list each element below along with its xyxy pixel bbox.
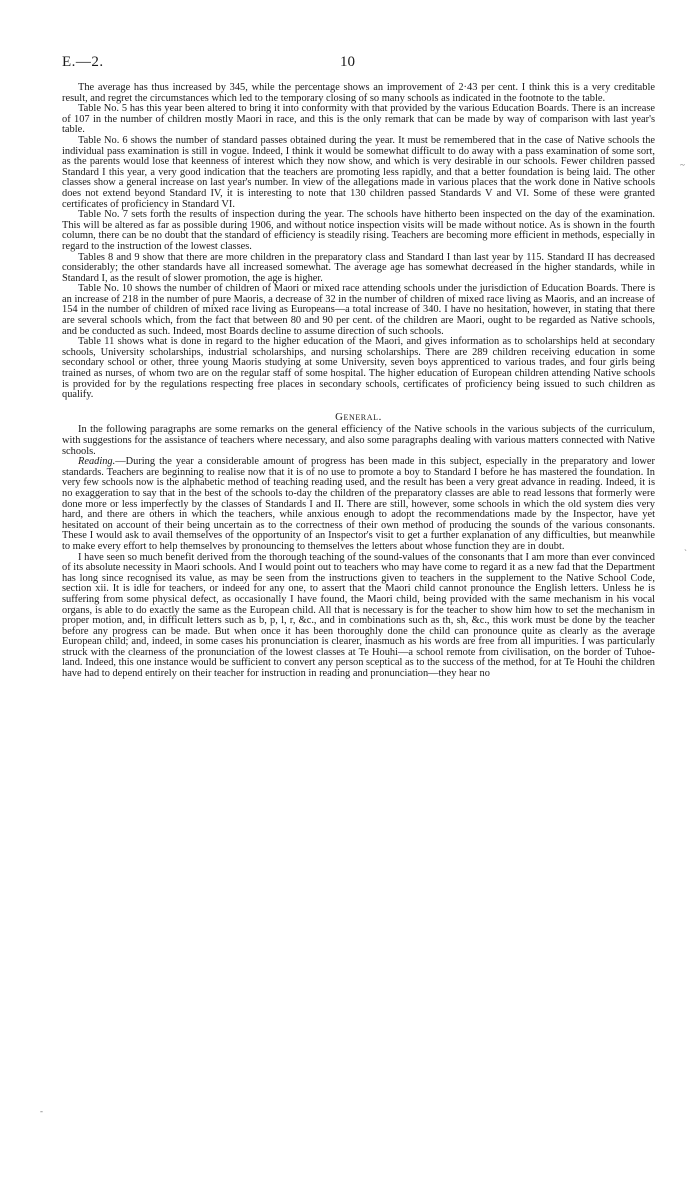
paragraph-reading [62,457,655,552]
page-header [62,54,652,74]
paragraph-tables-8-9: Tables 8 and 9 show that there are more children in the preparatory class and Standard I than last year by 115. Standard II has decreased considerably; the other standards have all increased somewhat. The average age has somewhat decreased in the higher standards, while in Standard I, as the result of slower promotion, the age is higher. [62,251,655,284]
page-body [62,83,655,680]
paragraph-average: The average has thus increased by 345, while the percentage shows an improvement of 2·43 per cent. I think this is a very creditable result, and regret the circumstances which led to the temporary closing of so many schools as indicated in the footnote to the table. [62,82,655,104]
margin-mark: ` [684,548,687,558]
paragraph-general-intro: In the following paragraphs are some remarks on the general efficiency of the Native schools in the various subjects of the curriculum, with suggestions for the assistance of teachers where necessary, and also some paragraphs dealing with various matters connected with Native schools. [62,424,655,457]
page-number: 10 [340,54,355,70]
reading-lead: Reading. [78,456,116,468]
paragraph-table-6: Table No. 6 shows the number of standard passes obtained during the year. It must be remembered that in the case of Native schools the individual pass examination is still in vogue. Indeed, I think it would be somewhat difficult to do away with a pass examination of some sort, as the parents would lose that keenness of interest which they now show, and which is very desirable in our schools. Fewer children passed Standard I this year, a very good indication that the teachers are promoting less rapidly, and that a better foundation is being laid. The other classes show a general increase on last year's number. In view of the allegations made in various places that the work done in Native schools does not extend beyond Standard IV, it is interesting to note that 130 children passed Standards V and VI. Some of these were granted certificates of proficiency in Standard VI. [62,134,655,210]
reading-text: —During the year a considerable amount of progress has been made in this subject, especially in the preparatory and lower standards. Teachers are beginning to realise now that it is of no use to promote a boy to Standard I before he has mastered the foundation. In very few schools now is the alphabetic method of teaching reading used, and the result has been a very great advance in reading. Indeed, it is no exaggeration to say that in the best of the schools to-day the children of the preparatory classes are able to read lessons that formerly were done more or less imperfectly by the classes of Standards I and II. There are still, however, some schools in which the old system dies very hard, and there are others in which the teachers, while anxious enough to adopt the recommendations made by the Inspector, have yet hesitated on account of their being uncertain as to the correctness of their own method of producing the sounds of the various consonants. These I would ask to avail themselves of the opportunity of an Inspector's visit to get a further explanation of any difficulties, but meanwhile to make every effort to help themselves by pronouncing to themselves the letters about whose function they are in doubt. [62,456,655,552]
section-heading-general: General. [335,410,382,423]
margin-mark: ~ [680,160,685,170]
paragraph-sound-values: I have seen so much benefit derived from the thorough teaching of the sound-values of the consonants that I am more than ever convinced of its absolute necessity in Maori schools. And I would point out to teachers who may have come to regard it as a new fad that the Department has long since recognised its value, as may be seen from the instructions given to teachers in the supplement to the Native School Code, section xii. It is idle for teachers, or indeed for any one, to assert that the Maori child cannot pronounce the English letters. Unless he is suffering from some physical defect, as occasionally I have found, the Maori child, being provided with the same mechanism in his vocal organs, is able to do exactly the same as the European child. All that is necessary is for the teacher to show him how to set the mechanism in proper motion, and, in difficult letters such as b, p, l, r, &c., and in combinations such as th, sh, &c., this work must be done by the teacher before any progress can be made. But when once it has been thoroughly done the child can pronounce quite as clearly as the average European child; and, indeed, in some cases his pronunciation is clearer, inasmuch as his words are free from all impurities. I was particularly struck with the clearness of the pronunciation of the lowest classes at Te Houhi—a school remote from civilisation, on the border of Tuhoe-land. Indeed, this one instance would be sufficient to convert any person sceptical as to the success of the method, for at Te Houhi the children have had to depend entirely on their teacher for instruction in reading and pronunciation—they hear no [62,551,655,680]
margin-mark: - [40,1106,43,1116]
paragraph-table-10: Table No. 10 shows the number of children of Maori or mixed race attending schools under the jurisdiction of Education Boards. There is an increase of 218 in the number of pure Maoris, a decrease of 32 in the number of children of mixed race living as Maoris, and an increase of 154 in the number of children of mixed race living as Europeans—a total increase of 340. I have no hesitation, however, in stating that there are several schools which, from the fact that between 80 and 90 per cent. of the children are Maori, ought to be regarded as Native schools, and be conducted as such. Indeed, most Boards decline to assume direction of such schools. [62,283,655,337]
paragraph-table-11: Table 11 shows what is done in regard to the higher education of the Maori, and gives information as to scholarships held at secondary schools, University scholarships, industrial scholarships, and nursing scholarships. There are 289 children receiving education in some secondary school or other, three young Maoris studying at some University, seven boys apprenticed to various trades, and four girls being trained as nurses, of whom two are on the regular staff of some hospital. The higher education of European children attending Native schools is provided for by the regulations respecting free places in secondary schools, certificates of proficiency being issued to such children as qualify. [62,336,655,401]
document-reference: E.—2. [62,54,104,70]
paragraph-table-5: Table No. 5 has this year been altered to bring it into conformity with that provided by the various Education Boards. There is an increase of 107 in the number of children mostly Maori in race, and this is the only remark that can be made by way of comparison with last year's table. [62,103,655,136]
paragraph-table-7: Table No. 7 sets forth the results of inspection during the year. The schools have hitherto been inspected on the day of the examination. This will be altered as far as possible during 1906, and without notice inspection visits will be made without notice. As is shown in the fourth column, there can be no doubt that the standard of efficiency is steadily rising. Teachers are becoming more efficient in methods, especially in regard to the instruction of the lowest classes. [62,209,655,252]
